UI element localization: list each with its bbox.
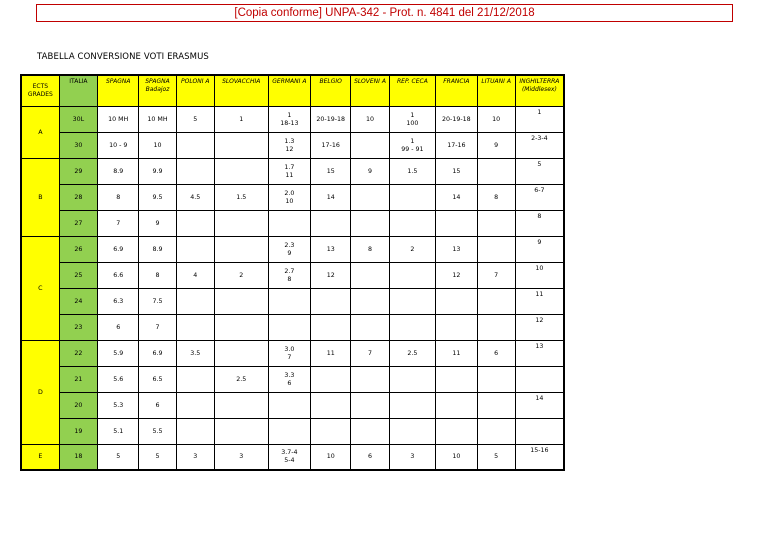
belgio-cell (311, 419, 351, 445)
slovenia-cell (351, 185, 389, 211)
germania-cell: 2.0 10 (268, 185, 310, 211)
italia-cell: 20 (59, 393, 97, 419)
header-belgio: BELGIO (311, 75, 351, 107)
germania-cell (268, 315, 310, 341)
italia-cell: 27 (59, 211, 97, 237)
ects-grade-cell: B (21, 159, 59, 237)
table-row (21, 107, 564, 133)
slovacchia-cell (214, 237, 268, 263)
italia-cell: 30 (59, 133, 97, 159)
ceca-cell (389, 185, 436, 211)
polonia-cell: 3.5 (176, 341, 214, 367)
francia-cell: 20-19-18 (436, 107, 477, 133)
ceca-cell (389, 393, 436, 419)
francia-cell (436, 393, 477, 419)
ceca-cell (389, 315, 436, 341)
slovacchia-cell: 1 (214, 107, 268, 133)
lituania-cell (477, 289, 515, 315)
ceca-cell: 3 (389, 445, 436, 470)
table-row (21, 263, 564, 289)
italia-cell: 26 (59, 237, 97, 263)
slovenia-cell (351, 133, 389, 159)
slovacchia-cell (214, 393, 268, 419)
spagna-cell: 5 (98, 445, 139, 470)
slovenia-cell (351, 419, 389, 445)
slovenia-cell (351, 211, 389, 237)
ceca-cell: 1 100 (389, 107, 436, 133)
slovenia-cell: 10 (351, 107, 389, 133)
polonia-cell (176, 419, 214, 445)
francia-cell: 17-16 (436, 133, 477, 159)
header-rep-ceca: REP. CECA (389, 75, 436, 107)
slovacchia-cell (214, 315, 268, 341)
slovacchia-cell (214, 289, 268, 315)
inghilterra-cell (515, 367, 564, 393)
spagna-cell: 6.9 (98, 237, 139, 263)
lituania-cell (477, 367, 515, 393)
lituania-cell: 9 (477, 133, 515, 159)
inghilterra-cell: 9 (515, 237, 564, 263)
slovenia-cell: 6 (351, 445, 389, 470)
slovacchia-cell (214, 211, 268, 237)
badajoz-cell: 10 MH (139, 107, 176, 133)
italia-cell: 25 (59, 263, 97, 289)
italia-cell: 19 (59, 419, 97, 445)
lituania-cell (477, 315, 515, 341)
badajoz-cell: 9.9 (139, 159, 176, 185)
header-ects: ECTS GRADES (21, 75, 59, 107)
francia-cell: 11 (436, 341, 477, 367)
italia-cell: 29 (59, 159, 97, 185)
germania-cell: 2.7 8 (268, 263, 310, 289)
polonia-cell: 4 (176, 263, 214, 289)
lituania-cell: 10 (477, 107, 515, 133)
lituania-cell (477, 419, 515, 445)
ceca-cell: 2 (389, 237, 436, 263)
germania-cell (268, 393, 310, 419)
italia-cell: 21 (59, 367, 97, 393)
inghilterra-cell: 2-3-4 (515, 133, 564, 159)
slovenia-cell: 8 (351, 237, 389, 263)
badajoz-cell: 6.5 (139, 367, 176, 393)
italia-cell: 18 (59, 445, 97, 470)
table-row (21, 393, 564, 419)
polonia-cell (176, 133, 214, 159)
lituania-cell (477, 393, 515, 419)
germania-cell: 3.7-4 5-4 (268, 445, 310, 470)
belgio-cell: 13 (311, 237, 351, 263)
spagna-cell: 8.9 (98, 159, 139, 185)
polonia-cell (176, 367, 214, 393)
ceca-cell: 1.5 (389, 159, 436, 185)
grade-conversion-table (20, 74, 565, 471)
belgio-cell: 17-16 (311, 133, 351, 159)
slovacchia-cell: 2.5 (214, 367, 268, 393)
table-row (21, 237, 564, 263)
belgio-cell: 10 (311, 445, 351, 470)
italia-cell: 24 (59, 289, 97, 315)
belgio-cell: 14 (311, 185, 351, 211)
spagna-cell: 6 (98, 315, 139, 341)
slovacchia-cell: 2 (214, 263, 268, 289)
slovacchia-cell (214, 159, 268, 185)
slovenia-cell (351, 315, 389, 341)
table-row (21, 289, 564, 315)
ceca-cell: 2.5 (389, 341, 436, 367)
slovenia-cell (351, 367, 389, 393)
table-row (21, 133, 564, 159)
header-slovacchia: SLOVACCHIA (214, 75, 268, 107)
inghilterra-cell: 13 (515, 341, 564, 367)
belgio-cell: 11 (311, 341, 351, 367)
polonia-cell (176, 393, 214, 419)
spagna-cell: 5.3 (98, 393, 139, 419)
ects-grade-cell: A (21, 107, 59, 159)
slovenia-cell: 9 (351, 159, 389, 185)
slovenia-cell: 7 (351, 341, 389, 367)
spagna-cell: 6.3 (98, 289, 139, 315)
germania-cell: 2.3 9 (268, 237, 310, 263)
inghilterra-cell: 1 (515, 107, 564, 133)
inghilterra-cell: 10 (515, 263, 564, 289)
italia-cell: 28 (59, 185, 97, 211)
header-spagna-badajoz: SPAGNA Badajoz (139, 75, 176, 107)
polonia-cell (176, 159, 214, 185)
table-body (21, 107, 564, 470)
protocol-stamp: [Copia conforme] UNPA-342 - Prot. n. 4841 del 21/12/2018 (36, 4, 733, 22)
inghilterra-cell: 11 (515, 289, 564, 315)
germania-cell (268, 419, 310, 445)
badajoz-cell: 8 (139, 263, 176, 289)
ects-grade-cell: E (21, 445, 59, 470)
header-francia: FRANCIA (436, 75, 477, 107)
polonia-cell: 4.5 (176, 185, 214, 211)
slovenia-cell (351, 263, 389, 289)
badajoz-cell: 7 (139, 315, 176, 341)
table-row (21, 315, 564, 341)
francia-cell (436, 211, 477, 237)
inghilterra-cell: 15-16 (515, 445, 564, 470)
spagna-cell: 5.1 (98, 419, 139, 445)
ceca-cell (389, 419, 436, 445)
header-spagna: SPAGNA (98, 75, 139, 107)
slovacchia-cell (214, 133, 268, 159)
slovacchia-cell (214, 341, 268, 367)
lituania-cell (477, 237, 515, 263)
polonia-cell (176, 237, 214, 263)
germania-cell: 1 18-13 (268, 107, 310, 133)
spagna-cell: 10 MH (98, 107, 139, 133)
italia-cell: 23 (59, 315, 97, 341)
italia-cell: 22 (59, 341, 97, 367)
polonia-cell (176, 315, 214, 341)
spagna-cell: 5.9 (98, 341, 139, 367)
badajoz-cell: 5 (139, 445, 176, 470)
ceca-cell (389, 263, 436, 289)
table-row (21, 159, 564, 185)
polonia-cell: 3 (176, 445, 214, 470)
germania-cell: 3.3 6 (268, 367, 310, 393)
spagna-cell: 5.6 (98, 367, 139, 393)
document-title: TABELLA CONVERSIONE VOTI ERASMUS (37, 52, 209, 62)
header-italia: ITALIA (59, 75, 97, 107)
slovenia-cell (351, 393, 389, 419)
germania-cell (268, 289, 310, 315)
table-row (21, 211, 564, 237)
table-row (21, 445, 564, 470)
belgio-cell (311, 211, 351, 237)
inghilterra-cell: 8 (515, 211, 564, 237)
francia-cell: 12 (436, 263, 477, 289)
francia-cell: 14 (436, 185, 477, 211)
ceca-cell (389, 367, 436, 393)
belgio-cell: 15 (311, 159, 351, 185)
germania-cell: 3.0 7 (268, 341, 310, 367)
inghilterra-cell: 6-7 (515, 185, 564, 211)
francia-cell (436, 419, 477, 445)
ceca-cell: 1 99 - 91 (389, 133, 436, 159)
lituania-cell (477, 159, 515, 185)
germania-cell: 1.7 11 (268, 159, 310, 185)
header-lituania: LITUANI A (477, 75, 515, 107)
table-row (21, 185, 564, 211)
badajoz-cell: 9 (139, 211, 176, 237)
germania-cell: 1.3 12 (268, 133, 310, 159)
spagna-cell: 10 - 9 (98, 133, 139, 159)
francia-cell: 15 (436, 159, 477, 185)
polonia-cell (176, 211, 214, 237)
inghilterra-cell: 14 (515, 393, 564, 419)
header-germania: GERMANI A (268, 75, 310, 107)
francia-cell (436, 289, 477, 315)
table-row (21, 419, 564, 445)
table-row (21, 341, 564, 367)
badajoz-cell: 8.9 (139, 237, 176, 263)
slovacchia-cell (214, 419, 268, 445)
inghilterra-cell: 12 (515, 315, 564, 341)
ects-grade-cell: D (21, 341, 59, 445)
spagna-cell: 8 (98, 185, 139, 211)
ects-grade-cell: C (21, 237, 59, 341)
francia-cell (436, 367, 477, 393)
belgio-cell (311, 367, 351, 393)
header-polonia: POLONI A (176, 75, 214, 107)
italia-cell: 30L (59, 107, 97, 133)
francia-cell (436, 315, 477, 341)
polonia-cell (176, 289, 214, 315)
polonia-cell: 5 (176, 107, 214, 133)
germania-cell (268, 211, 310, 237)
francia-cell: 13 (436, 237, 477, 263)
spagna-cell: 7 (98, 211, 139, 237)
slovacchia-cell: 1.5 (214, 185, 268, 211)
belgio-cell (311, 315, 351, 341)
belgio-cell (311, 393, 351, 419)
header-slovenia: SLOVENI A (351, 75, 389, 107)
lituania-cell: 8 (477, 185, 515, 211)
badajoz-cell: 6 (139, 393, 176, 419)
belgio-cell (311, 289, 351, 315)
inghilterra-cell: 5 (515, 159, 564, 185)
badajoz-cell: 10 (139, 133, 176, 159)
slovacchia-cell: 3 (214, 445, 268, 470)
ceca-cell (389, 211, 436, 237)
belgio-cell: 20-19-18 (311, 107, 351, 133)
header-inghilterra: INGHILTERRA (Middlesex) (515, 75, 564, 107)
spagna-cell: 6.6 (98, 263, 139, 289)
inghilterra-cell (515, 419, 564, 445)
lituania-cell: 7 (477, 263, 515, 289)
belgio-cell: 12 (311, 263, 351, 289)
badajoz-cell: 6.9 (139, 341, 176, 367)
francia-cell: 10 (436, 445, 477, 470)
lituania-cell: 6 (477, 341, 515, 367)
header-row (21, 75, 564, 107)
table-row (21, 367, 564, 393)
slovenia-cell (351, 289, 389, 315)
lituania-cell (477, 211, 515, 237)
badajoz-cell: 5.5 (139, 419, 176, 445)
badajoz-cell: 9.5 (139, 185, 176, 211)
badajoz-cell: 7.5 (139, 289, 176, 315)
lituania-cell: 5 (477, 445, 515, 470)
ceca-cell (389, 289, 436, 315)
